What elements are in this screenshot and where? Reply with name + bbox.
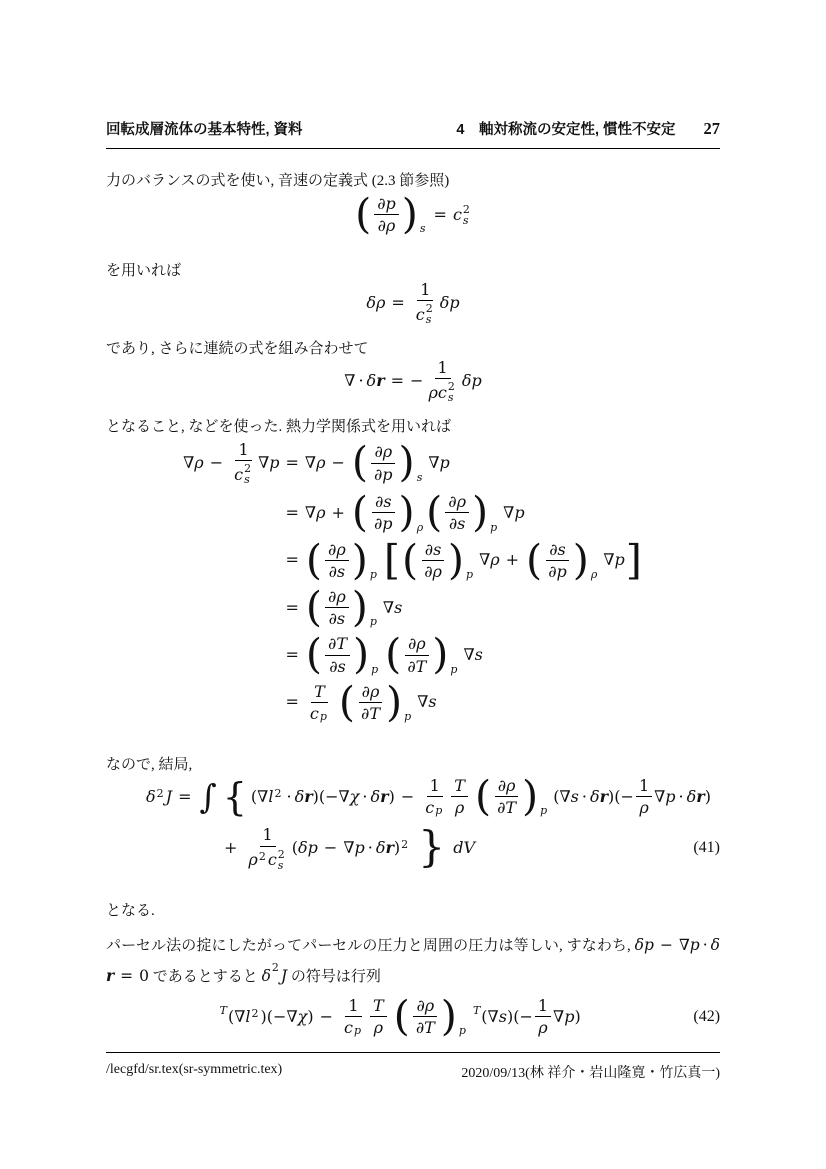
equation-divergence — [106, 358, 720, 404]
body-text-parcel-3: の符号は行列 — [287, 969, 381, 985]
section-heading: 4 軸対称流の安定性, 慣性不安定 — [456, 122, 676, 138]
body-text-continuity: であり, さらに連続の式を組み合わせて — [106, 341, 369, 357]
body-text-finally: なので, 結局, — [106, 757, 193, 773]
footer-date-authors: 2020/09/13(林 祥介・岩山隆寛・竹広真一) — [461, 1066, 720, 1081]
body-text-result: となる. — [106, 903, 155, 919]
body-text-parcel-2: であるとすると — [149, 969, 262, 985]
derivation-lhs: ∇ ρ − 1 c 2 s ∇ p — [183, 440, 280, 487]
body-text-thermo: となること, などを使った. 熱力学関係式を用いれば — [106, 419, 452, 435]
equation-number-41: (41) — [693, 839, 720, 857]
equation-number-42: (42) — [693, 1007, 721, 1025]
equation-41-line1: δ 2 J = ∫ { ( ∇ l 2 · δ r ) ( − ∇ χ · δ r ) − 1 c p $\frac{T}{\rho}$ ( ∂ ρ ∂ T ) p ( ∇ s · δ r ) ( − $\frac{1}{\rho}$ ∇ p · δ r ) — [146, 772, 711, 820]
page-number: 27 — [703, 119, 720, 138]
footer-source-path: /lecgfd/sr.tex(sr-symmetric.tex) — [106, 1062, 283, 1077]
derivation-align-block — [106, 438, 720, 726]
derivation-row: = T c p ( ∂ ρ ∂ T ) p ∇ s — [285, 677, 437, 726]
math-delta-rho: δ ρ = 1 c 2 s δ p — [366, 280, 460, 327]
equation-sound-speed — [106, 190, 720, 238]
derivation-row: = ( ∂ ρ ∂ s ) p ∇ s — [285, 582, 403, 631]
footer-spacer — [282, 1062, 461, 1082]
math-divergence: ∇ · δ r = − 1 ρ c 2 s δ p — [344, 358, 482, 405]
math-sound-speed: ( ∂ p ∂ ρ ) s = c 2 s — [355, 190, 470, 238]
inline-math-parcel-pressure: δp − ∇p · δr = 0 — [106, 936, 720, 985]
derivation-row: = ∇ ρ − ( ∂ ρ ∂ p ) s ∇ p — [285, 438, 450, 487]
equation-41-line2: + 1 ρ 2 c 2 s ( δ p − ∇ p · δ r ) 2 } d V — [224, 823, 476, 873]
body-text-intro: 力のバランスの式を使い, 音速の定義式 (2.3 節参照) — [106, 173, 450, 189]
equation-41 — [106, 772, 720, 873]
body-text-use: を用いれば — [106, 263, 182, 279]
page-footer — [106, 1052, 720, 1082]
body-text-parcel-1: パーセル法の掟にしたがってパーセルの圧力と周囲の圧力は等しい, すなわち, — [106, 938, 635, 954]
parcel-paragraph — [106, 930, 720, 992]
page-header — [106, 118, 720, 139]
equation-delta-rho — [106, 280, 720, 326]
derivation-row: = ∇ ρ + ( ∂ s ∂ p ) ρ ( ∂ ρ ∂ s ) p ∇ p — [285, 488, 525, 537]
inline-math-d2j: δ 2 J — [261, 961, 288, 985]
derivation-row: = ( ∂ T ∂ s ) p ( ∂ ρ ∂ T ) p ∇ s — [285, 630, 483, 679]
equation-42 — [106, 992, 721, 1040]
equation-42-line: T ( ∇ l 2 ) ( − ∇ χ ) − 1 c p $\frac{T}{\rho}$ ( ∂ ρ ∂ T ) p T ( ∇ s ) ( − $\frac{1}{\rho}$ ∇ p ) — [219, 992, 581, 1040]
running-title: 回転成層流体の基本特性, 資料 — [106, 122, 303, 138]
derivation-row: = ( ∂ ρ ∂ s ) p [ ( ∂ s ∂ ρ ) p ∇ ρ + ( ∂ s ∂ p ) ρ ∇ p ] — [285, 535, 642, 584]
header-rule — [106, 148, 720, 149]
